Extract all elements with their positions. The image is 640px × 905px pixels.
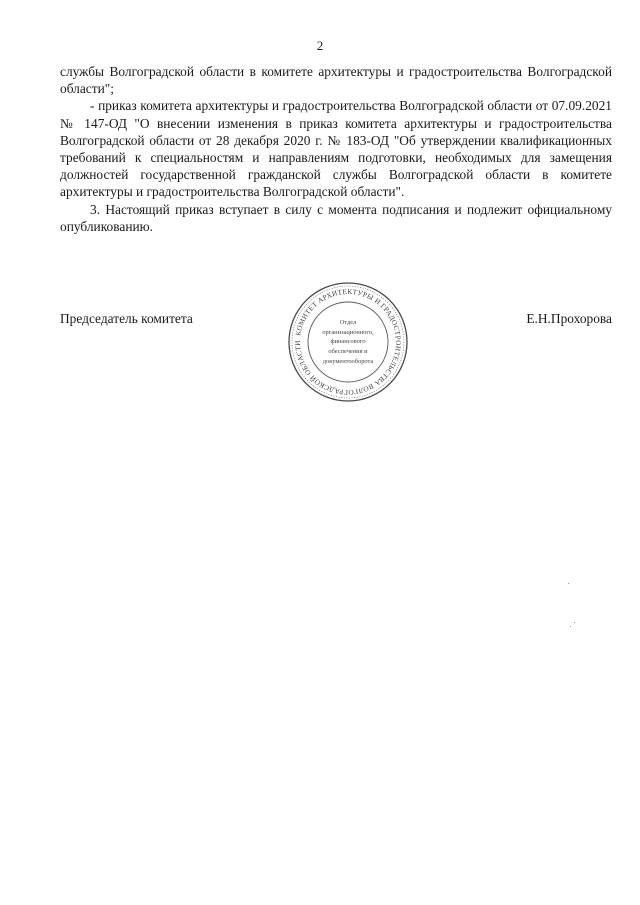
scan-speck [568,583,569,584]
seal-inner-line: финансового [330,338,366,345]
signatory-title: Председатель комитета [60,311,193,326]
seal-inner-text [322,319,374,365]
page-number: 2 [316,38,324,53]
seal-inner-line: обеспечения и [328,348,368,355]
paragraph-continuation: службы Волгоградской области в комитете архитектуры и градостроительства Волгоградской области"; [60,64,612,97]
paragraph-effective-date: 3. Настоящий приказ вступает в силу с момента подписания и подлежит официальному опубликованию. [60,201,612,234]
official-seal-stamp [286,280,410,404]
scan-speck [570,626,571,627]
seal-inner-line: организационного, [322,329,374,336]
document-body [60,63,612,235]
scan-speck [574,622,575,623]
seal-inner-line: документооборота [322,358,374,365]
seal-outer-text: КОМИТЕТ АРХИТЕКТУРЫ И ГРАДОСТРОИТЕЛЬСТВА ВОЛГОГРАДСКОЙ ОБЛАСТИ [293,287,403,397]
signatory-name: Е.Н.Прохорова [526,311,612,326]
paragraph-order-reference: - приказ комитета архитектуры и градостроительства Волгоградской области от 07.09.2021 № 147-ОД "О внесении изменения в приказ комитета архитектуры и градостроительства Волгоградской области от 28 декабря 2020 г. № 183-ОД "Об утверждении квалификационных требований к специальностям и направлениям подготовки, необходимых для замещения должностей государственной гражданской службы Волгоградской области в комитете архитектуры и градостроительства Волгоградской области". [60,98,612,200]
seal-inner-line: Отдел [339,319,357,326]
